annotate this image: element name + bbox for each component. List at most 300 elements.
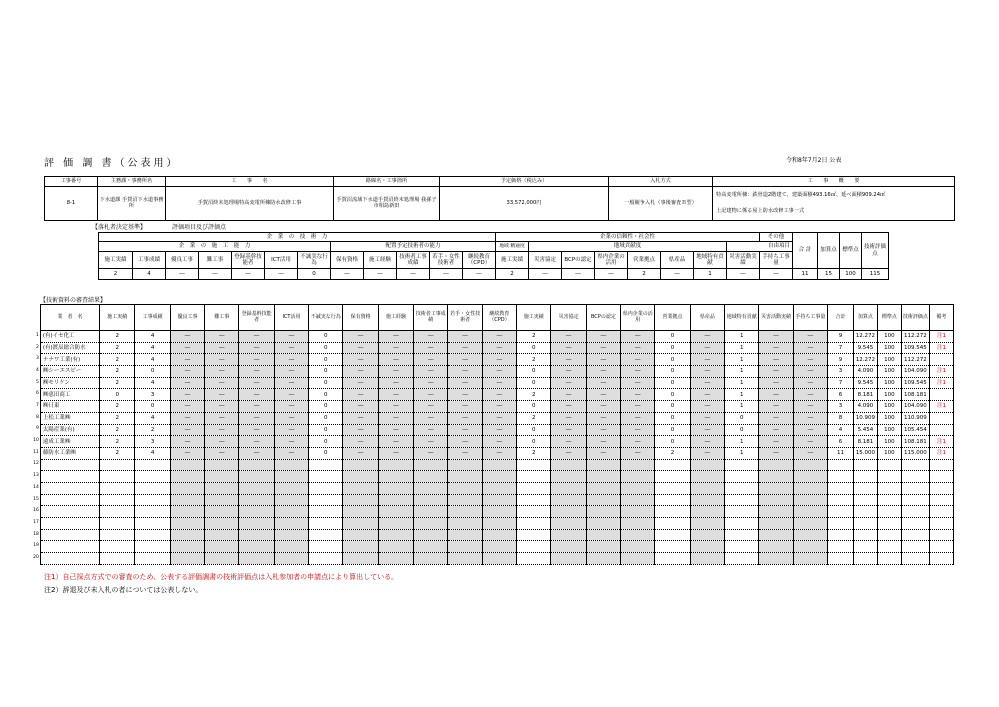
table-row-empty	[32, 529, 954, 541]
result-cell	[135, 471, 170, 483]
result-cell: 1	[725, 401, 759, 413]
result-cell: ―	[239, 342, 274, 354]
result-cell: ―	[239, 389, 274, 401]
result-cell: 注1	[929, 436, 953, 448]
result-cell: ―	[482, 401, 516, 413]
result-cell	[309, 518, 343, 530]
crit-val: 0	[298, 269, 331, 280]
result-cell	[517, 529, 551, 541]
result-cell	[901, 541, 929, 553]
crit-col: 継続教育（CPD）	[463, 252, 496, 269]
result-cell: ―	[378, 447, 413, 459]
result-cell: ―	[205, 377, 239, 389]
result-cell: ―	[586, 366, 620, 378]
result-cell: ―	[690, 331, 724, 343]
result-cell: ―	[793, 401, 827, 413]
company-name	[40, 471, 99, 483]
result-cell: 100	[877, 412, 901, 424]
result-cell	[929, 354, 953, 366]
crit-val: 115	[862, 269, 889, 280]
row-number: 1	[35, 332, 39, 338]
result-cell: ―	[482, 412, 516, 424]
row-number: 3	[35, 356, 39, 362]
result-cell	[170, 494, 204, 506]
row-number: 15	[33, 496, 39, 502]
result-cell	[448, 518, 482, 530]
result-cell	[135, 541, 170, 553]
result-cell	[239, 482, 274, 494]
result-cell	[100, 482, 135, 494]
crit-col: 保有資格	[331, 252, 364, 269]
table-row-empty	[32, 506, 954, 518]
result-cell: ―	[448, 354, 482, 366]
result-cell	[343, 506, 378, 518]
company-name	[40, 518, 99, 530]
note-2: 注2）辞退及び未入札の者については公表しない。	[44, 586, 203, 594]
result-cell	[901, 494, 929, 506]
result-cell	[517, 494, 551, 506]
standard-header: 標準点	[840, 233, 862, 269]
result-cell	[274, 494, 308, 506]
result-cell: 8	[827, 412, 853, 424]
result-cell	[690, 518, 724, 530]
result-cell	[343, 459, 378, 471]
crit-val: ―	[364, 269, 397, 280]
result-cell: 0	[517, 366, 551, 378]
result-cell: ―	[205, 331, 239, 343]
result-cell	[877, 471, 901, 483]
result-cell: 2	[517, 389, 551, 401]
row-number: 18	[33, 531, 39, 537]
result-cell: ―	[205, 401, 239, 413]
result-cell: ―	[414, 354, 448, 366]
result-cell	[551, 494, 586, 506]
criteria-table	[98, 232, 889, 280]
result-cell: 109.545	[901, 377, 929, 389]
result-cell	[482, 482, 516, 494]
result-cell: ―	[448, 331, 482, 343]
row-number: 20	[33, 554, 39, 560]
result-col-header: 工事成績	[135, 305, 170, 331]
result-cell: 100	[877, 424, 901, 436]
result-col-header: 手持ち工事量	[793, 305, 827, 331]
result-cell: 112.272	[901, 354, 929, 366]
result-cell: 9	[827, 354, 853, 366]
result-cell: ―	[274, 354, 308, 366]
result-cell	[827, 459, 853, 471]
results-section-title: 【技術資料の審査結果】	[40, 297, 107, 304]
company-name	[40, 494, 99, 506]
result-cell: ―	[621, 412, 655, 424]
result-cell: 2	[100, 424, 135, 436]
crit-val: 4	[133, 269, 166, 280]
result-cell	[239, 506, 274, 518]
result-cell: ―	[343, 412, 378, 424]
result-cell: ―	[378, 331, 413, 343]
result-cell: ―	[690, 389, 724, 401]
result-cell	[725, 518, 759, 530]
result-cell: 2	[100, 412, 135, 424]
crit-col: 技術者工事成績	[397, 252, 430, 269]
company-name: ㈱モリケン	[40, 377, 99, 389]
overview-line: 上記建物に係る屋上防水改修工事一式	[716, 207, 805, 214]
result-cell: 注1	[929, 366, 953, 378]
result-cell: 注1	[929, 377, 953, 389]
crit-col: 手持ち工事量	[760, 252, 793, 269]
result-cell	[621, 541, 655, 553]
result-cell	[586, 529, 620, 541]
result-cell: ―	[793, 366, 827, 378]
result-cell	[551, 506, 586, 518]
result-cell: 0	[655, 389, 690, 401]
result-cell: 115.000	[901, 447, 929, 459]
result-cell: ―	[448, 447, 482, 459]
result-cell: 0	[725, 412, 759, 424]
result-cell	[343, 529, 378, 541]
crit-val: ―	[232, 269, 265, 280]
company-name: ㈱恵田商工	[40, 389, 99, 401]
company-name-header: 業 者 名	[40, 305, 99, 331]
result-cell: ―	[586, 401, 620, 413]
result-cell: 7	[827, 342, 853, 354]
result-cell: ―	[414, 342, 448, 354]
result-cell: 注1	[929, 401, 953, 413]
result-cell: ―	[621, 424, 655, 436]
table-row-empty	[32, 518, 954, 530]
result-cell	[929, 471, 953, 483]
result-cell: 0	[135, 366, 170, 378]
result-col-header: 施工実績	[517, 305, 551, 331]
result-cell: 1	[725, 366, 759, 378]
result-cell: ―	[414, 436, 448, 448]
result-cell: ―	[551, 389, 586, 401]
table-row-empty	[32, 471, 954, 483]
result-cell: ―	[378, 354, 413, 366]
result-cell: 注1	[929, 447, 953, 459]
result-cell: 4.090	[853, 401, 877, 413]
result-cell: ―	[205, 436, 239, 448]
result-cell: 4	[135, 447, 170, 459]
crit-val: 11	[793, 269, 818, 280]
result-cell: 0	[309, 366, 343, 378]
crit-val: 2	[628, 269, 661, 280]
result-cell: ―	[551, 401, 586, 413]
result-cell: 0	[655, 354, 690, 366]
result-col-header: 継続教育（CPD）	[482, 305, 516, 331]
result-cell: ―	[621, 401, 655, 413]
result-cell	[551, 518, 586, 530]
result-cell	[586, 553, 620, 565]
crit-col: 施工実績	[496, 252, 529, 269]
result-cell: ―	[690, 412, 724, 424]
result-col-header: 技術評価点	[901, 305, 929, 331]
result-cell: ―	[239, 447, 274, 459]
sub-region: 地域 精通度	[496, 242, 529, 252]
result-cell	[551, 529, 586, 541]
result-cell	[274, 506, 308, 518]
result-cell	[309, 482, 343, 494]
result-cell: 7	[827, 377, 853, 389]
table-row	[32, 377, 954, 389]
result-cell: 9	[827, 331, 853, 343]
crit-val: ―	[529, 269, 562, 280]
result-cell: ―	[170, 436, 204, 448]
result-cell	[759, 553, 793, 565]
result-cell: 1	[725, 377, 759, 389]
crit-col: 災害協定	[529, 252, 562, 269]
result-cell: ―	[414, 412, 448, 424]
result-cell	[414, 518, 448, 530]
result-cell	[100, 529, 135, 541]
result-cell	[135, 482, 170, 494]
table-row	[32, 331, 954, 343]
result-col-header: 県産品	[690, 305, 724, 331]
result-cell	[274, 553, 308, 565]
result-cell	[343, 518, 378, 530]
result-cell: ―	[239, 366, 274, 378]
result-cell: ―	[621, 377, 655, 389]
result-cell	[586, 482, 620, 494]
overview-line: 特高変電所棟：鉄骨造2階建て、建築面積493.16㎡、延べ面積909.24㎡	[716, 191, 886, 198]
result-cell: 3	[827, 366, 853, 378]
result-cell: 0	[309, 412, 343, 424]
result-cell: ―	[343, 424, 378, 436]
result-cell: ―	[551, 424, 586, 436]
result-cell: ―	[274, 331, 308, 343]
crit-val: ―	[166, 269, 199, 280]
result-cell	[690, 459, 724, 471]
result-cell: ―	[239, 436, 274, 448]
result-cell: ―	[378, 389, 413, 401]
result-cell	[378, 482, 413, 494]
result-cell: ―	[414, 331, 448, 343]
result-cell	[793, 553, 827, 565]
result-cell: 9.545	[853, 377, 877, 389]
crit-val: ―	[397, 269, 430, 280]
result-cell: ―	[759, 389, 793, 401]
company-name: ㈱シーエスピー	[40, 366, 99, 378]
result-cell: 2	[100, 377, 135, 389]
result-cell: ―	[414, 424, 448, 436]
result-cell	[853, 482, 877, 494]
result-cell: 100	[877, 447, 901, 459]
result-cell: ―	[551, 366, 586, 378]
result-cell: ―	[586, 436, 620, 448]
company-name	[40, 459, 99, 471]
result-cell	[100, 518, 135, 530]
result-cell	[205, 494, 239, 506]
result-cell	[309, 529, 343, 541]
result-cell: 0	[309, 354, 343, 366]
result-cell: 5.454	[853, 424, 877, 436]
result-cell	[170, 471, 204, 483]
result-cell	[793, 482, 827, 494]
result-cell: ―	[343, 331, 378, 343]
project-no: 8-1	[45, 187, 98, 221]
result-cell: ―	[759, 401, 793, 413]
result-cell: 0	[517, 401, 551, 413]
result-cell	[725, 482, 759, 494]
table-row	[32, 424, 954, 436]
result-cell	[414, 529, 448, 541]
result-cell	[378, 553, 413, 565]
result-col-header: 若手・女性技術者	[448, 305, 482, 331]
result-cell	[621, 506, 655, 518]
note-1: 注1）自己採点方式での審査のため、公表する評価調書の技術評価点は入札参加者の申請点により算出している。	[44, 573, 399, 581]
result-cell	[205, 471, 239, 483]
result-cell	[378, 471, 413, 483]
result-cell: 4	[135, 342, 170, 354]
project-overview	[713, 187, 955, 221]
result-cell: ―	[482, 331, 516, 343]
result-cell: ―	[621, 447, 655, 459]
result-cell	[274, 541, 308, 553]
result-col-header: 県内企業の活用	[621, 305, 655, 331]
row-number: 10	[33, 438, 39, 444]
result-cell: ―	[690, 436, 724, 448]
result-cell: 1	[725, 354, 759, 366]
result-cell	[655, 541, 690, 553]
result-cell	[135, 553, 170, 565]
result-cell: ―	[378, 412, 413, 424]
result-cell	[135, 529, 170, 541]
result-cell: ―	[448, 389, 482, 401]
crit-col: 営業拠点	[628, 252, 661, 269]
result-cell	[414, 482, 448, 494]
company-name: 藤防水工業㈱	[40, 447, 99, 459]
result-cell: 112.272	[901, 331, 929, 343]
result-cell: ―	[759, 377, 793, 389]
result-cell	[482, 494, 516, 506]
result-cell	[690, 553, 724, 565]
result-cell: ―	[586, 354, 620, 366]
hdr-price: 予定価格（税込み）	[440, 177, 609, 187]
result-col-header: 災害活動実績	[759, 305, 793, 331]
result-cell	[929, 553, 953, 565]
result-cell: 4.090	[853, 366, 877, 378]
result-cell: ―	[621, 436, 655, 448]
result-cell: 6	[827, 389, 853, 401]
result-cell	[309, 541, 343, 553]
result-cell	[793, 506, 827, 518]
crit-val: ―	[331, 269, 364, 280]
result-cell: ―	[239, 412, 274, 424]
result-cell: ―	[343, 377, 378, 389]
result-cell: ―	[793, 436, 827, 448]
result-cell	[482, 459, 516, 471]
crit-val: 1	[694, 269, 727, 280]
result-cell: 注1	[929, 331, 953, 343]
result-cell: 0	[517, 436, 551, 448]
result-cell	[877, 459, 901, 471]
result-cell: 12.272	[853, 354, 877, 366]
result-cell: 100	[877, 331, 901, 343]
result-cell	[517, 518, 551, 530]
result-cell: ―	[170, 377, 204, 389]
result-cell: ―	[793, 354, 827, 366]
crit-val: ―	[760, 269, 793, 280]
result-cell: ―	[274, 412, 308, 424]
result-col-header: 技術者工事成績	[414, 305, 448, 331]
result-cell: 0	[655, 436, 690, 448]
result-cell	[827, 506, 853, 518]
hdr-bid-method: 入札方式	[609, 177, 713, 187]
result-cell: ―	[759, 342, 793, 354]
result-cell	[170, 459, 204, 471]
row-number: 9	[35, 426, 39, 432]
result-cell	[690, 541, 724, 553]
result-cell	[482, 506, 516, 518]
result-cell	[655, 471, 690, 483]
result-cell	[517, 541, 551, 553]
result-cell	[309, 506, 343, 518]
result-cell	[309, 494, 343, 506]
result-cell	[759, 541, 793, 553]
row-number: 8	[35, 414, 39, 420]
result-cell	[414, 471, 448, 483]
result-cell	[100, 494, 135, 506]
result-cell	[343, 494, 378, 506]
table-row	[32, 389, 954, 401]
result-cell	[414, 553, 448, 565]
result-cell: ―	[482, 366, 516, 378]
result-cell: 8.181	[853, 436, 877, 448]
result-cell: 2	[100, 401, 135, 413]
result-cell	[586, 459, 620, 471]
crit-col: 若手・女性技術者	[430, 252, 463, 269]
result-cell: ―	[274, 342, 308, 354]
result-cell	[100, 459, 135, 471]
result-cell	[482, 553, 516, 565]
result-cell: ―	[690, 377, 724, 389]
result-cell	[551, 482, 586, 494]
result-cell: ―	[759, 447, 793, 459]
result-cell	[759, 482, 793, 494]
result-col-header: 難工事	[205, 305, 239, 331]
result-cell	[827, 471, 853, 483]
result-cell: ―	[343, 389, 378, 401]
result-cell	[690, 494, 724, 506]
result-cell: 0	[135, 401, 170, 413]
result-cell	[135, 506, 170, 518]
result-cell: ―	[759, 366, 793, 378]
result-cell: 2	[100, 342, 135, 354]
result-cell: 4	[135, 331, 170, 343]
result-cell: 0	[517, 342, 551, 354]
sum-header: 合 計	[793, 233, 818, 269]
result-cell	[551, 541, 586, 553]
result-cell: ―	[551, 342, 586, 354]
result-cell: ―	[448, 424, 482, 436]
result-cell: ―	[170, 342, 204, 354]
result-cell	[725, 459, 759, 471]
result-cell: ―	[586, 389, 620, 401]
table-row-empty	[32, 541, 954, 553]
result-cell	[929, 482, 953, 494]
result-cell: 0	[655, 342, 690, 354]
result-cell	[205, 553, 239, 565]
result-cell: ―	[378, 436, 413, 448]
result-cell: ―	[482, 424, 516, 436]
table-row	[32, 342, 954, 354]
result-cell: 104.090	[901, 401, 929, 413]
result-cell	[517, 506, 551, 518]
result-cell: 2	[100, 366, 135, 378]
company-name: 遠成工業㈱	[40, 436, 99, 448]
crit-col: 県産品	[661, 252, 694, 269]
group-other: その他	[760, 233, 793, 242]
criteria-section-subtitle: 評価項目及び評価点	[172, 224, 227, 231]
